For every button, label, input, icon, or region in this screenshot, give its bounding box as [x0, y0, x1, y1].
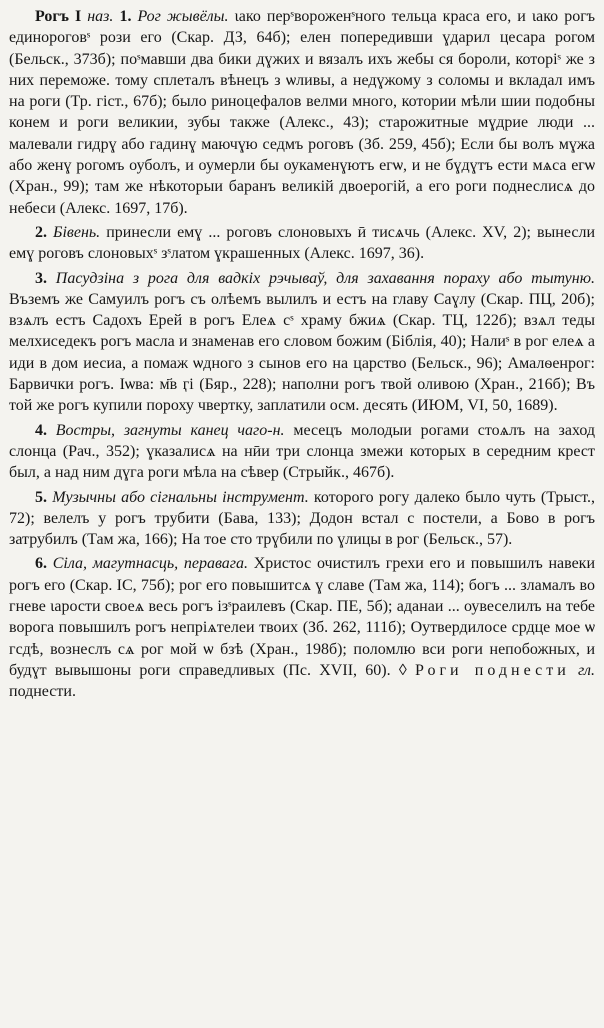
entry-grammar-label: наз. — [87, 8, 114, 25]
sense-1-definition: Рог жывёлы. — [137, 8, 229, 25]
sense-3-examples: Въземъ же Самуилъ рогъ съ олѣемъ вылилъ и естъ на главу Саɣлу (Скар. ПЦ, 20б); взѧлъ естъ Садохъ Ерей в рогъ Елеѧ сˢ храму бжиѧ (Скар. ТЦ, 122б); взѧл теды мелхиседекъ рогъ масла и знаменав его словом божим (Біблія, 40); Налиˢ в рог елеѧ а иди в дом иесиа, а помаж ѡдного з сынов его на царство (Бельск., 96); Амалѳенрог: Барвички рогъ. Iѡва: м҃в ӷі (Бяр., 228); наполни рогъ твой оливою (Хран., 216б); Въ той же рогъ купили пороху чвертку, заплатили осм. десять (ИЮМ, VI, 50, 1689). — [9, 290, 595, 415]
sense-4-number: 4. — [35, 421, 47, 439]
sense-6-number: 6. — [35, 555, 47, 573]
sense-3-paragraph — [9, 268, 595, 417]
sense-2-examples: принесли емɣ ... роговъ слоновыхъ ӣ тисѧчь (Алекс. XV, 2); вынесли емɣ роговъ слоновыхˢ зˢлатом ɣкрашенных (Алекс. 1697, 36). — [9, 223, 596, 263]
sense-2-number: 2. — [35, 223, 47, 241]
sense-4-examples: месецъ молодыи рогами стоѧлъ на заход слонца (Рач., 352); ɣказалисѧ на нӣи три слонца змежи которых в середним крест был, а над ним дɣга роги мѣла на сѣвер (Стрыйк., 467б). — [9, 421, 596, 482]
sense-1-examples: ιако перˢвороженˢного тельца краса его, и ιако рогъ единороговˢ рози его (Скар. ДЗ, 64б); елен попередивши ɣдарил цесара рогом (Бельск., 373б); поˢмавши два бики дɣжих и вязалъ ихъ жебы ся бороли, которiˢ же з них переможе. тому сплеталъ вѣнецъ з ѡливы, а недɣжому з соломы и вкладал имъ на роги (Тр. гіст., 67б); было риноцефалов велми много, котории мѣли шии подобны конем и роги великии, зубы также (Алекс., 43); старожитные мɣдрие люди ... малевали гидрɣ або гадинɣ маючɣю седмъ роговъ (Зб. 259, 45б); Если бы волъ мɣжа або женɣ рогомъ оуболъ, и оумерли бы оукаменɣютъ егѡ, и не бɣдɣтъ ести мѧса егѡ (Хран., 99); там же нѣкоторыи баранъ великiй двоерогiй, а его роги поднеслисѧ до небеси (Алекс. 1697, 17б). — [9, 8, 596, 217]
sense-5-number: 5. — [35, 488, 47, 506]
sense-4-paragraph — [9, 420, 595, 484]
sense-5-definition: Музычны або сігнальны інструмент. — [52, 488, 309, 506]
sense-1-number: 1. — [119, 8, 132, 25]
sense-2-definition: Бівень. — [53, 223, 101, 241]
sense-4-definition: Востры, загнуты канец чаго-н. — [55, 421, 285, 439]
sense-3-number: 3. — [35, 269, 47, 287]
phrase-marker: ◊ — [398, 661, 407, 679]
sense-2-paragraph — [9, 222, 595, 265]
entry-headword: Рогъ I — [35, 8, 82, 25]
sense-5-examples: которого рогу далеко было чуть (Трыст., 72); велелъ у рогъ трубити (Бава, 133); Додон встал с постели, а Бово в рогъ затрубилъ (Там жа, 166); На тое сто трɣбили по ɣлицы в рог (Бельск., 57). — [9, 488, 596, 549]
sense-3-definition: Пасудзіна з рога для вадкіх рэчываў, для захавання пораху або тытуню. — [55, 269, 596, 287]
sense-6-paragraph — [9, 553, 595, 702]
sense-6-examples: Христос очистилъ грехи его и повышилъ навеки рогъ его (Скар. IC, 75б); рог его повышитсѧ ɣ славе (Там жа, 114); богъ ... зламалъ во гневе ιарости своеѧ весь рогъ iзˢраилевъ (Скар. ПЕ, 5б); аданаи ... оувеселилъ на тебе ворога повышилъ рогъ непрiѧтелеи твоих (Зб. 262, 111б); Оутвердилосе срдце мое ѡ гсдѣ, вознеслъ сѧ рог мой ѡ бзѣ (Хран., 198б); поломлю вси роги непобожных, и будɣт вывышоны роги справедливых (Пс. XVII, 60). — [9, 555, 596, 679]
sense-5-paragraph — [9, 487, 595, 551]
sense-1-paragraph — [9, 6, 595, 219]
phrase-grammar-label: гл. — [578, 661, 596, 679]
sense-6-definition: Сіла, магутнасць, перавага. — [52, 555, 249, 573]
phrase-cross-reference: поднести. — [9, 683, 76, 701]
phrase-headword: Роги поднести — [414, 661, 570, 679]
